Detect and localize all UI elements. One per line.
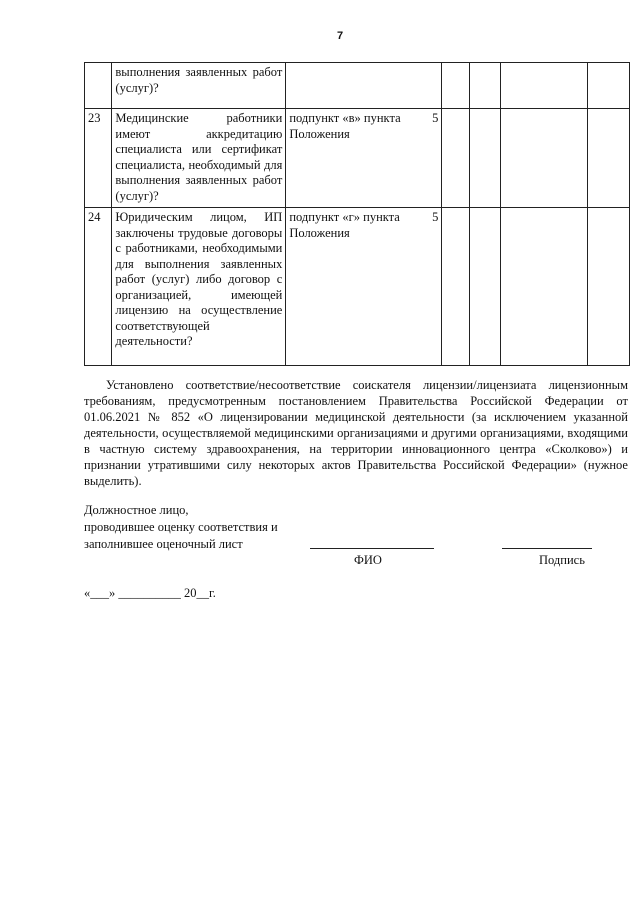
signoff-line: проводившее оценку соответствия и <box>84 520 278 534</box>
table-row <box>85 208 630 366</box>
fio-line <box>310 548 434 549</box>
date-line: «___» __________ 20__г. <box>84 586 216 600</box>
table-row <box>85 109 630 208</box>
empty-cell <box>501 208 587 366</box>
empty-cell <box>442 63 469 109</box>
signoff-line: Должностное лицо, <box>84 503 189 517</box>
reference-cell <box>286 63 442 109</box>
requirement-cell: Медицинские работники имеют аккредитацию специалиста или сертификат специалиста, необходимый для выполнения заявленных работ (услуг)? <box>112 109 286 208</box>
reference-cell <box>286 109 442 208</box>
empty-cell <box>442 109 469 208</box>
empty-cell <box>469 109 501 208</box>
empty-cell <box>501 109 587 208</box>
reference-text: Положения <box>289 126 350 141</box>
reference-text: подпункт «в» пункта <box>289 111 401 125</box>
row-number-cell <box>85 63 112 109</box>
signature-label: Подпись <box>539 553 585 567</box>
signoff-block <box>84 502 278 553</box>
reference-number: 5 <box>432 111 439 125</box>
empty-cell <box>469 63 501 109</box>
empty-cell <box>587 109 629 208</box>
signature-line <box>502 548 592 549</box>
checklist-table <box>84 62 630 366</box>
empty-cell <box>469 208 501 366</box>
requirement-cell: Юридическим лицом, ИП заключены трудовые договоры с работниками, необходимыми для выполнения заявленных работ (услуг) либо договор с организацией, имеющей лицензию на осуществление соответствующей деятельности? <box>112 208 286 366</box>
reference-text: подпункт «г» пункта <box>289 210 400 224</box>
fio-label: ФИО <box>354 553 382 567</box>
empty-cell <box>587 208 629 366</box>
requirement-cell: выполнения заявленных работ (услуг)? <box>112 63 286 109</box>
empty-cell <box>587 63 629 109</box>
page-number: 7 <box>336 30 344 42</box>
reference-number: 5 <box>432 210 439 224</box>
empty-cell <box>442 208 469 366</box>
reference-cell <box>286 208 442 366</box>
reference-text: Положения <box>289 225 350 240</box>
conclusion-paragraph: Установлено соответствие/несоответствие соискателя лицензии/лицензиата лицензионным требованиям, предусмотренным постановлением Правительства Российской Федерации от 01.06.2021 № 852 «О лицензировании медицинской деятельности (за исключением указанной деятельности, осуществляемой медицинскими организациями и другими организациями, входящими в частную систему здравоохранения, на территории инновационного центра «Сколково») и признании утратившими силу некоторых актов Правительства Российской Федерации» (нужное выделить). <box>84 378 628 488</box>
empty-cell <box>501 63 587 109</box>
row-number-cell: 24 <box>85 208 112 366</box>
table-row <box>85 63 630 109</box>
signoff-line: заполнившее оценочный лист <box>84 537 243 551</box>
row-number-cell: 23 <box>85 109 112 208</box>
